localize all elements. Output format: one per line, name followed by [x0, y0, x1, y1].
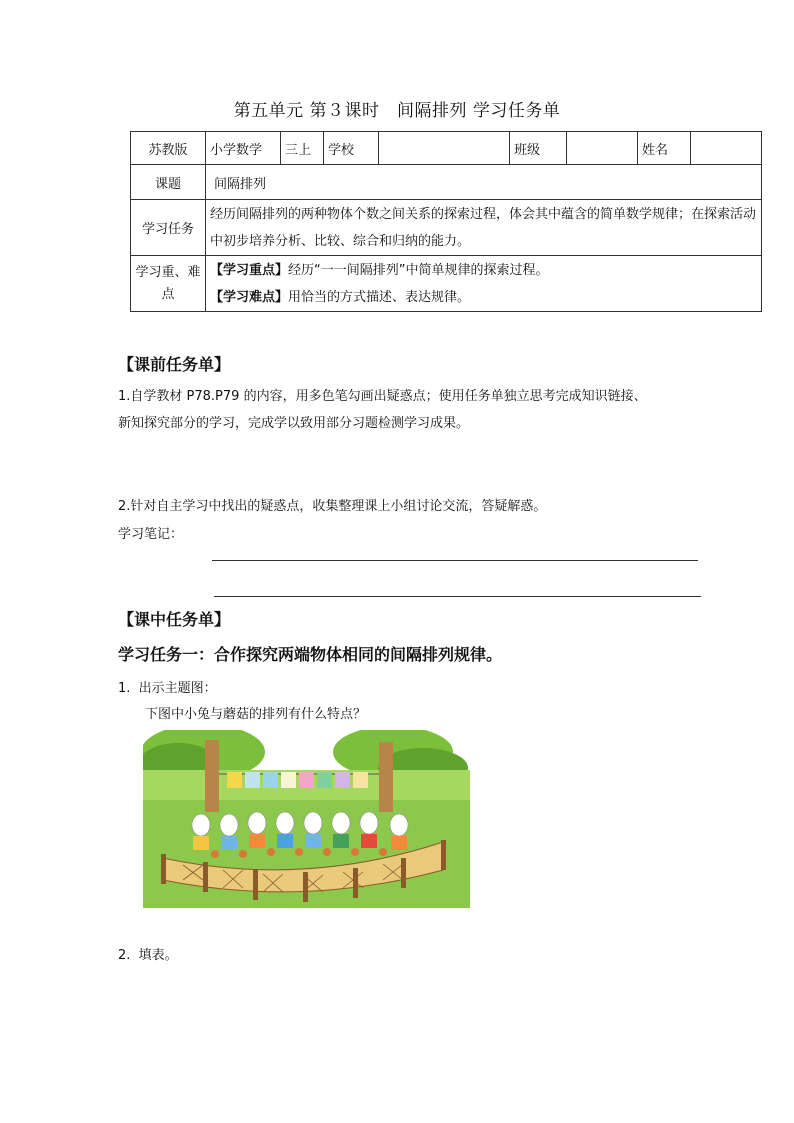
notes-line-1[interactable] — [212, 560, 698, 561]
cell-edition: 苏教版 — [131, 132, 206, 165]
task1-heading: 学习任务一：合作探究两端物体相同的间隔排列规律。 — [118, 645, 503, 664]
cell-class-value[interactable] — [567, 132, 638, 165]
cell-name-value[interactable] — [691, 132, 762, 165]
cell-grade: 三上 — [281, 132, 324, 165]
step2-number: 2. — [118, 948, 131, 963]
theme-picture — [143, 730, 470, 908]
topic-value: 间隔排列 — [206, 165, 762, 200]
step1 — [118, 676, 217, 702]
cell-name-label: 姓名 — [638, 132, 691, 165]
key-label: 学习重、难点 — [131, 256, 206, 312]
pre-item1-line1: 1.自学教材 P78.P79 的内容，用多色笔勾画出疑惑点；使用任务单独立思考完成知识链接、 — [118, 389, 647, 404]
step1-text: 出示主题图： — [138, 681, 217, 696]
cell-subject: 小学数学 — [206, 132, 281, 165]
info-table — [130, 131, 762, 312]
pre-class-heading: 【课前任务单】 — [118, 355, 231, 374]
step1-question: 下图中小兔与蘑菇的排列有什么特点？ — [145, 707, 367, 722]
diff-point-text: 用恰当的方式描述、表达规律。 — [288, 289, 471, 305]
rabbits-mushrooms-illustration — [143, 730, 470, 908]
key-points — [206, 256, 762, 312]
topic-label: 课题 — [131, 165, 206, 200]
notes-line-2[interactable] — [214, 596, 701, 597]
cell-class-label: 班级 — [510, 132, 567, 165]
key-point-tag: 【学习重点】 — [210, 262, 289, 278]
notes-label: 学习笔记： — [118, 527, 184, 542]
key-point-text: 经历“一一间隔排列”中简单规律的探索过程。 — [288, 262, 549, 278]
in-class-heading: 【课中任务单】 — [118, 610, 231, 629]
pre-item1-line2: 新知探究部分的学习，完成学以致用部分习题检测学习成果。 — [118, 416, 470, 431]
cell-school-label: 学校 — [324, 132, 379, 165]
diff-point-tag: 【学习难点】 — [210, 289, 289, 305]
pre-item2: 2.针对自主学习中找出的疑惑点，收集整理课上小组讨论交流，答疑解惑。 — [118, 499, 547, 514]
step2 — [118, 943, 178, 969]
cell-school-value[interactable] — [379, 132, 510, 165]
step2-text: 填表。 — [138, 948, 178, 963]
task-value: 经历间隔排列的两种物体个数之间关系的探索过程，体会其中蕴含的简单数学规律；在探索活动中初步培养分析、比较、综合和归纳的能力。 — [206, 200, 762, 256]
task-label: 学习任务 — [131, 200, 206, 256]
step1-number: 1. — [118, 681, 131, 696]
page-title: 第五单元 第３课时 间隔排列 学习任务单 — [233, 101, 561, 121]
